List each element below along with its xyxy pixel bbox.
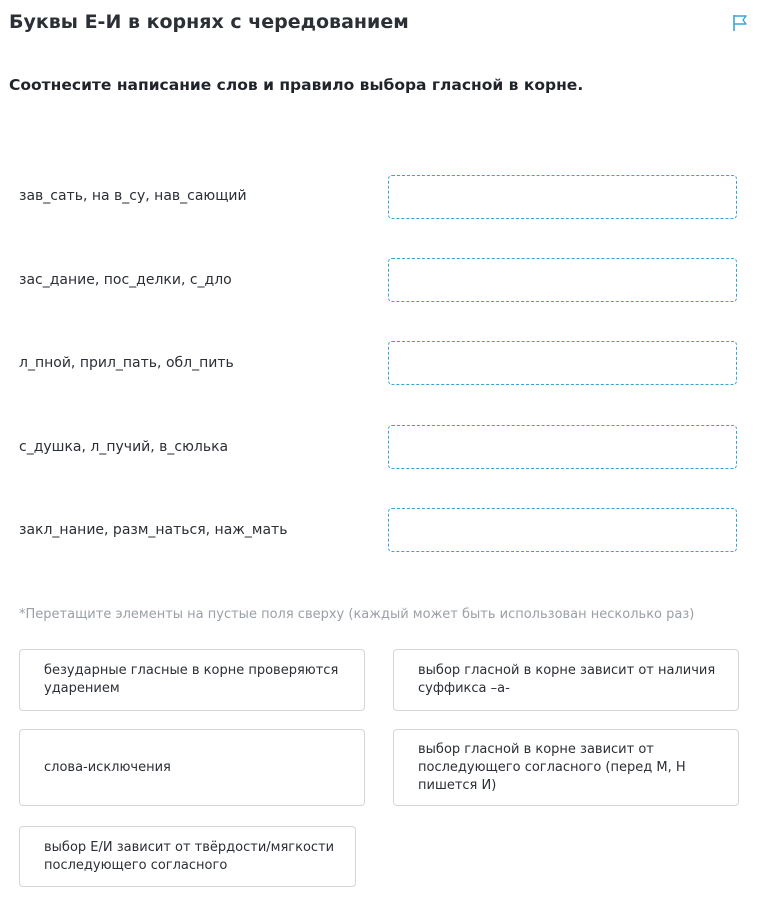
drop-zone[interactable]	[388, 258, 737, 302]
answer-option-text: слова-исключения	[44, 759, 171, 775]
drop-zone[interactable]	[388, 175, 737, 219]
word-group-label: закл_нание, разм_наться, наж_мать	[19, 522, 288, 538]
drop-zone[interactable]	[388, 425, 737, 469]
answer-option-card[interactable]	[19, 826, 356, 887]
answer-option-text: выбор Е/И зависит от твёрдости/мягкости последующего согласного	[44, 839, 335, 873]
answer-option-text: безударные гласные в корне проверяются ударением	[44, 663, 339, 696]
answer-option-card[interactable]	[393, 649, 739, 711]
flag-icon[interactable]	[731, 14, 749, 32]
word-group-label: зас_дание, пос_делки, с_дло	[19, 272, 232, 288]
drop-zone[interactable]	[388, 341, 737, 385]
word-group-label: зав_сать, на в_су, нав_сающий	[19, 188, 247, 204]
answer-option-card[interactable]	[19, 729, 365, 806]
drop-zone[interactable]	[388, 508, 737, 552]
word-group-label: с_душка, л_пучий, в_сюлька	[19, 439, 229, 455]
answer-option-text: выбор гласной в корне зависит от последующего согласного (перед М, Н пишется И)	[418, 741, 686, 793]
drag-hint: *Перетащите элементы на пустые поля сверху (каждый может быть использован несколько раз)	[19, 607, 695, 622]
answer-option-text: выбор гласной в корне зависит от наличия суффикса –а-	[418, 663, 716, 696]
word-group-label: л_пной, прил_пать, обл_пить	[19, 355, 234, 371]
answer-option-card[interactable]	[393, 729, 739, 806]
answer-option-card[interactable]	[19, 649, 365, 711]
question-text: Соотнесите написание слов и правило выбора гласной в корне.	[9, 76, 584, 94]
page-title: Буквы Е-И в корнях с чередованием	[9, 11, 409, 33]
